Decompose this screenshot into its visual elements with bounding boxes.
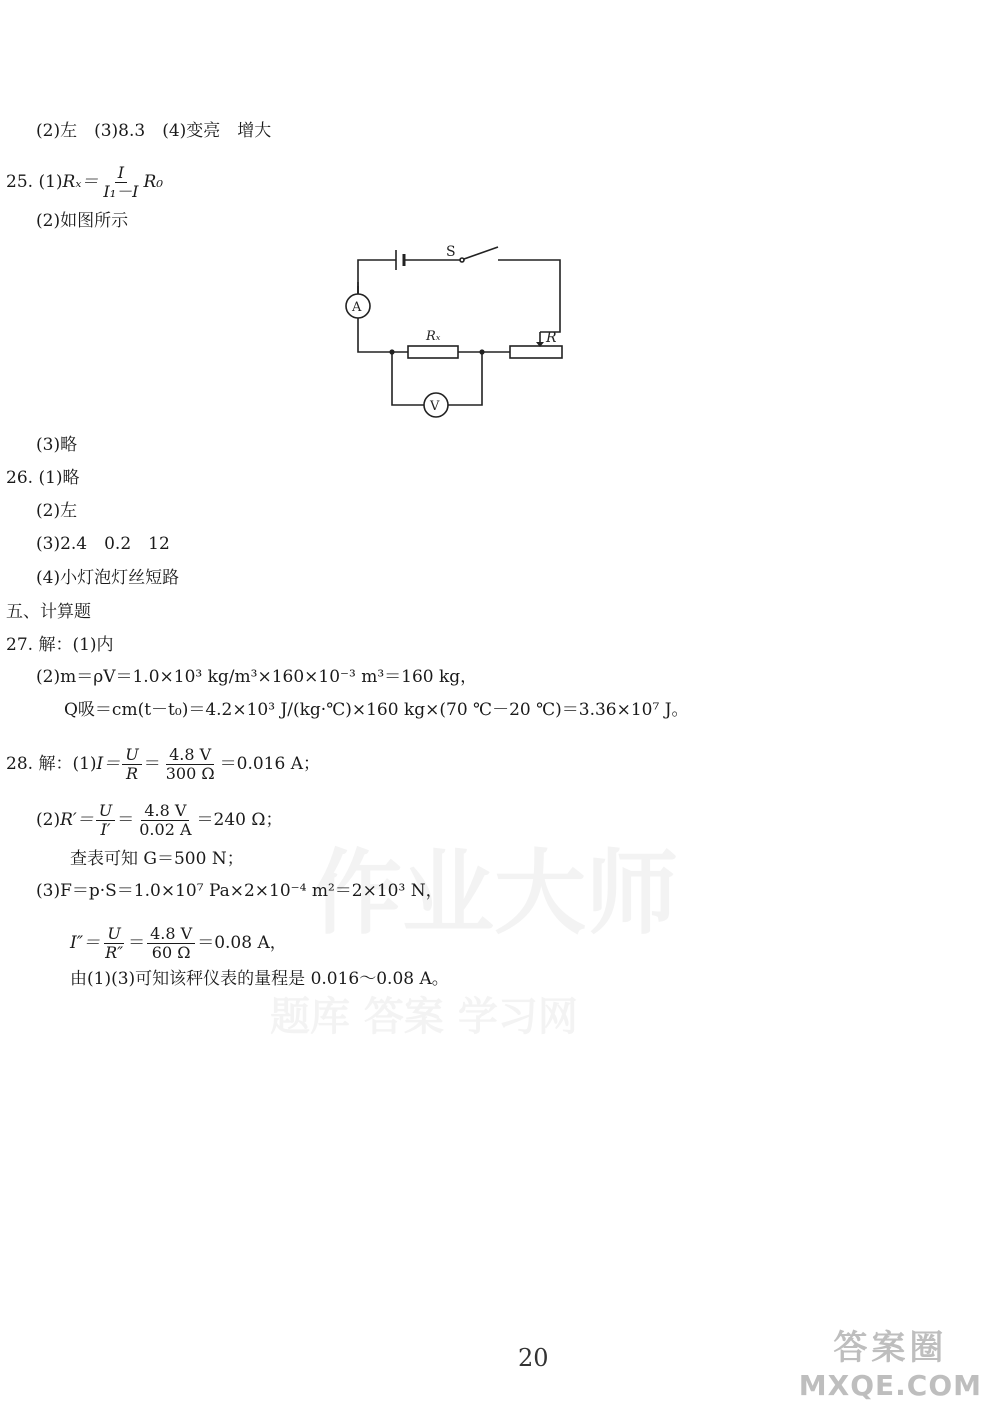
rheostat-label: R: [546, 330, 557, 346]
switch-blade: [464, 247, 498, 259]
page-number: 20: [518, 1344, 549, 1372]
q28-current: I″＝ $\frac{U}{R''}$ ＝ $\frac{4.8 V}{60 \Omega}$ ＝0.08 A，: [70, 924, 287, 962]
resistor-label: Rₓ: [426, 329, 441, 344]
q28-conclusion: 由(1)(3)可知该秤仪表的量程是 0.016～0.08 A。: [70, 969, 449, 989]
q26-part3: (3)2.4 0.2 12: [36, 534, 170, 554]
switch-label: S: [446, 244, 456, 260]
watermark-low: [270, 985, 578, 1042]
q28-part1: 28. 解：(1)I＝ $\frac{U}{R}$ ＝ $\frac{4.8 V}{300 \Omega}$ ＝0.016 A；: [6, 745, 320, 783]
q27-part2: (2)m＝ρV＝1.0×10³ kg/m³×160×10⁻³ m³＝160 kg，: [36, 667, 478, 687]
logo-top: 答案圈: [833, 1328, 948, 1368]
q25-part1: 25. (1)Rₓ＝ $\frac{I}{\text{I₁－I}}$ R₀: [6, 163, 164, 201]
q28-table-lookup: 查表可知 G＝500 N；: [70, 849, 244, 869]
q26-part1: 26. (1)略: [6, 468, 80, 488]
junction-left: [389, 349, 394, 354]
q26-part4: (4)小灯泡灯丝短路: [36, 568, 180, 588]
q25-part2: (2)如图所示: [36, 211, 129, 231]
q26-part2: (2)左: [36, 501, 78, 521]
q28-part3: (3)F＝p·S＝1.0×10⁷ Pa×2×10⁻⁴ m²＝2×10³ N，: [36, 881, 443, 901]
resistor-rx: [408, 346, 458, 358]
ammeter-label: A: [352, 300, 362, 315]
q28-part2: (2)R′＝ $\frac{U}{I'}$ ＝ $\frac{4.8 V}{0.02 A}$ ＝240 Ω；: [36, 801, 283, 839]
junction-right: [479, 349, 484, 354]
switch-pivot: [460, 258, 464, 262]
q27-part3: Q吸＝cm(t－t₀)＝4.2×10³ J/(kg·℃)×160 kg×(70 ℃－20 ℃)＝3.36×10⁷ J。: [64, 700, 689, 720]
site-logo: [799, 1320, 982, 1402]
section-heading: 五、计算题: [6, 602, 91, 622]
q27-part1: 27. 解：(1)内: [6, 635, 114, 655]
circuit-diagram: [340, 240, 580, 420]
rheostat: [510, 346, 562, 358]
answer-line-1: (2)左 (3)8.3 (4)变亮 增大: [36, 121, 272, 141]
q25-part3: (3)略: [36, 435, 78, 455]
voltmeter-label: V: [430, 399, 440, 414]
logo-bottom: MXQE.COM: [798, 1369, 982, 1402]
rx-fraction: $\frac{I}{\text{I₁－I}}$: [103, 163, 139, 201]
